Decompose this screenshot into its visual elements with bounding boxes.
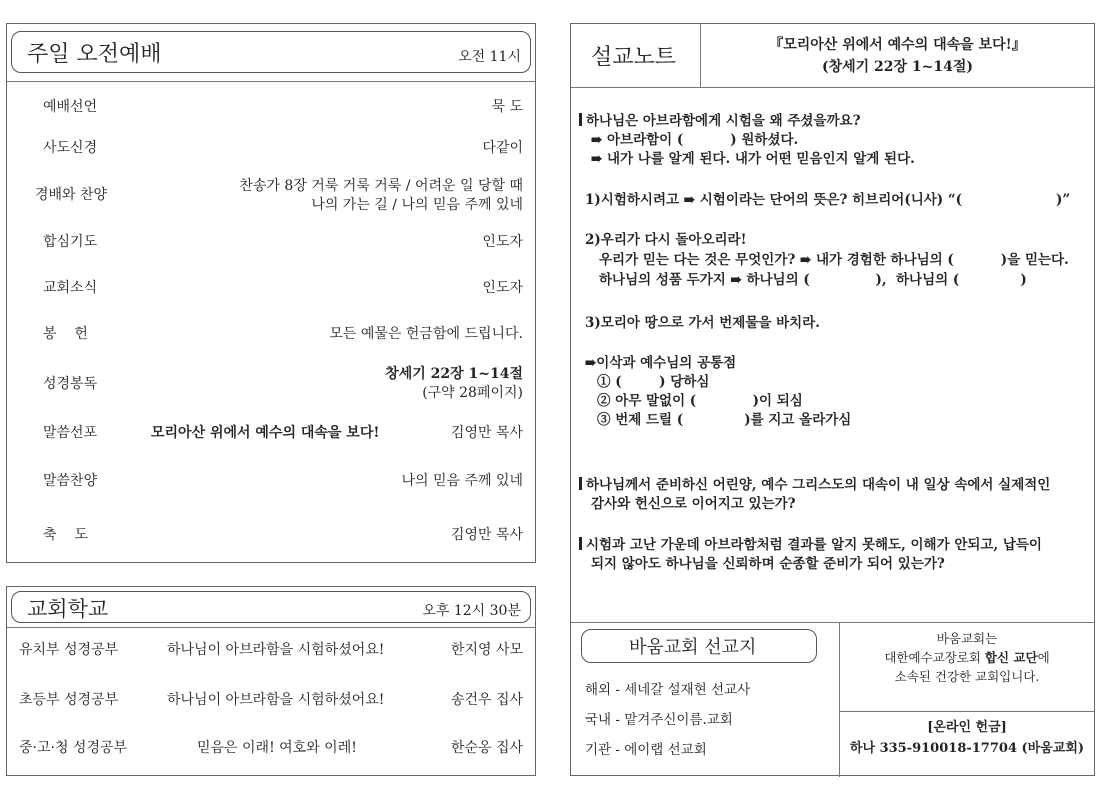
mission-item: 해외 - 세네갈 설재현 선교사	[585, 682, 751, 698]
worship-item-content: 나의 가는 길 / 나의 믿음 주께 있네	[311, 197, 523, 213]
worship-item-name: 교회소식	[43, 280, 98, 296]
note-line: ➠ 아브라함이 ( ) 원하셨다.	[591, 132, 799, 148]
school-topic: 하나님이 아브라함을 시험하셨어요!	[167, 692, 385, 708]
worship-item-content: 나의 믿음 주께 있네	[401, 473, 523, 489]
sermon-note-title-line2: (창세기 22장 1~14절)	[821, 59, 974, 75]
school-teacher: 송건우 집사	[450, 692, 523, 708]
note-question	[579, 476, 1050, 495]
worship-item-content: 창세기 22장 1~14절	[385, 366, 523, 382]
bullet-mark	[579, 537, 582, 550]
note-line: ➠이삭과 예수님의 공통점	[585, 355, 737, 371]
note-line: 되지 않아도 하나님을 신뢰하며 순종할 준비가 되어 있는가?	[591, 556, 945, 572]
sermon-note-title-line1: 『모리아산 위에서 예수의 대속을 보다!』	[769, 37, 1026, 53]
worship-item-content: (구약 28페이지)	[422, 385, 523, 401]
church-about-line1: 바움교회는	[936, 631, 998, 646]
worship-item-content: 모든 예물은 헌금함에 드립니다.	[329, 326, 523, 342]
note-line-text: 시험과 고난 가운데 아브라함처럼 결과를 알지 못해도, 이해가 안되고, 납득이	[586, 537, 1042, 553]
worship-item-name: 경배와 찬양	[35, 187, 108, 203]
sermon-note-title	[701, 34, 1094, 78]
worship-item-name: 말씀찬양	[43, 473, 98, 489]
note-line: ② 아무 말없이 ( )이 되심	[597, 393, 803, 409]
school-divider	[7, 627, 535, 628]
mission-item: 국내 - 맡겨주신이름.교회	[585, 712, 733, 728]
mission-title: 바움교회 선교지	[629, 637, 757, 658]
note-line: 감사와 헌신으로 이어지고 있는가?	[591, 496, 796, 512]
denomination-name: 합신 교단	[984, 650, 1038, 665]
school-topic: 믿음은 이래! 여호와 이레!	[197, 740, 357, 756]
note-line: 3)모리아 땅으로 가서 번제물을 바치라.	[585, 315, 820, 331]
sermon-note-panel	[570, 23, 1095, 776]
note-line: 2)우리가 다시 돌아오리라!	[585, 232, 747, 248]
worship-item-name: 봉 헌	[43, 326, 88, 342]
school-dept: 중·고·청 성경공부	[19, 740, 128, 756]
worship-item-name: 합심기도	[43, 234, 98, 250]
worship-item-content: 김영만 목사	[450, 527, 523, 543]
worship-item-name: 축 도	[43, 527, 88, 543]
note-line: ① ( ) 당하심	[597, 374, 710, 390]
worship-item-content: 김영만 목사	[450, 425, 523, 441]
note-line: 하나님의 성품 두가지 ➠ 하나님의 ( ), 하나님의 ( )	[599, 272, 1027, 288]
worship-item-name: 말씀선포	[43, 425, 98, 441]
sermon-note-header	[571, 24, 1094, 88]
mission-section	[571, 622, 1094, 776]
worship-item-name: 예배선언	[43, 99, 98, 115]
note-line-text: 하나님은 아브라함에게 시험을 왜 주셨을까요?	[586, 113, 861, 129]
mission-item: 기관 - 에이랩 선교회	[585, 742, 707, 758]
worship-time: 오전 11시	[458, 49, 521, 65]
sermon-note-label-cell	[571, 24, 701, 88]
school-dept: 유치부 성경공부	[19, 642, 119, 658]
worship-item-name: 사도신경	[43, 140, 98, 156]
mission-inner-divider	[839, 711, 1094, 712]
note-line: ➠ 내가 나를 알게 된다. 내가 어떤 믿음인지 알게 된다.	[591, 151, 915, 167]
worship-title: 주일 오전예배	[27, 42, 162, 67]
school-topic: 하나님이 아브라함을 시험하셨어요!	[167, 642, 385, 658]
church-school-panel	[6, 586, 536, 776]
note-line: 우리가 믿는 다는 것은 무엇인가? ➠ 내가 경험한 하나님의 ( )을 믿는다.	[599, 252, 1069, 268]
offering-title: [온라인 헌금]	[927, 720, 1007, 735]
school-time: 오후 12시 30분	[422, 603, 521, 619]
school-teacher: 한순옹 집사	[450, 740, 523, 756]
offering-account: 하나 335-910018-17704 (바움교회)	[849, 741, 1085, 756]
worship-item-content: 묵 도	[491, 99, 523, 115]
note-line-text: 하나님께서 준비하신 어린양, 예수 그리스도의 대속이 내 일상 속에서 실제적인	[586, 477, 1051, 493]
school-title: 교회학교	[27, 597, 109, 621]
church-about-line2	[840, 648, 1094, 667]
sermon-title-text: 모리아산 위에서 예수의 대속을 보다!	[151, 425, 380, 441]
about-text: 에	[1037, 650, 1050, 665]
sermon-note-label: 설교노트	[591, 45, 677, 70]
worship-item-name: 성경봉독	[43, 376, 98, 392]
bullet-mark	[579, 477, 582, 490]
school-teacher: 한지영 사모	[450, 642, 523, 658]
note-line: 1)시험하시려고 ➠ 시험이라는 단어의 뜻은? 히브리어(니사) “( )”	[585, 192, 1071, 208]
morning-worship-panel	[6, 23, 536, 563]
worship-item-content: 다같이	[482, 140, 523, 156]
note-question	[579, 536, 1042, 555]
school-dept: 초등부 성경공부	[19, 692, 119, 708]
church-about	[840, 629, 1094, 686]
note-line: ③ 번제 드릴 ( )를 지고 올라가심	[597, 412, 852, 428]
worship-item-content: 인도자	[482, 280, 523, 296]
church-about-line3: 소속된 건강한 교회입니다.	[894, 669, 1040, 684]
note-question	[579, 112, 861, 131]
bullet-mark	[579, 113, 582, 126]
about-text: 대한예수교장로회	[884, 650, 985, 665]
worship-divider	[7, 81, 535, 82]
worship-item-content: 인도자	[482, 234, 523, 250]
worship-item-content: 찬송가 8장 거룩 거룩 거룩 / 어려운 일 당할 때	[239, 178, 523, 194]
